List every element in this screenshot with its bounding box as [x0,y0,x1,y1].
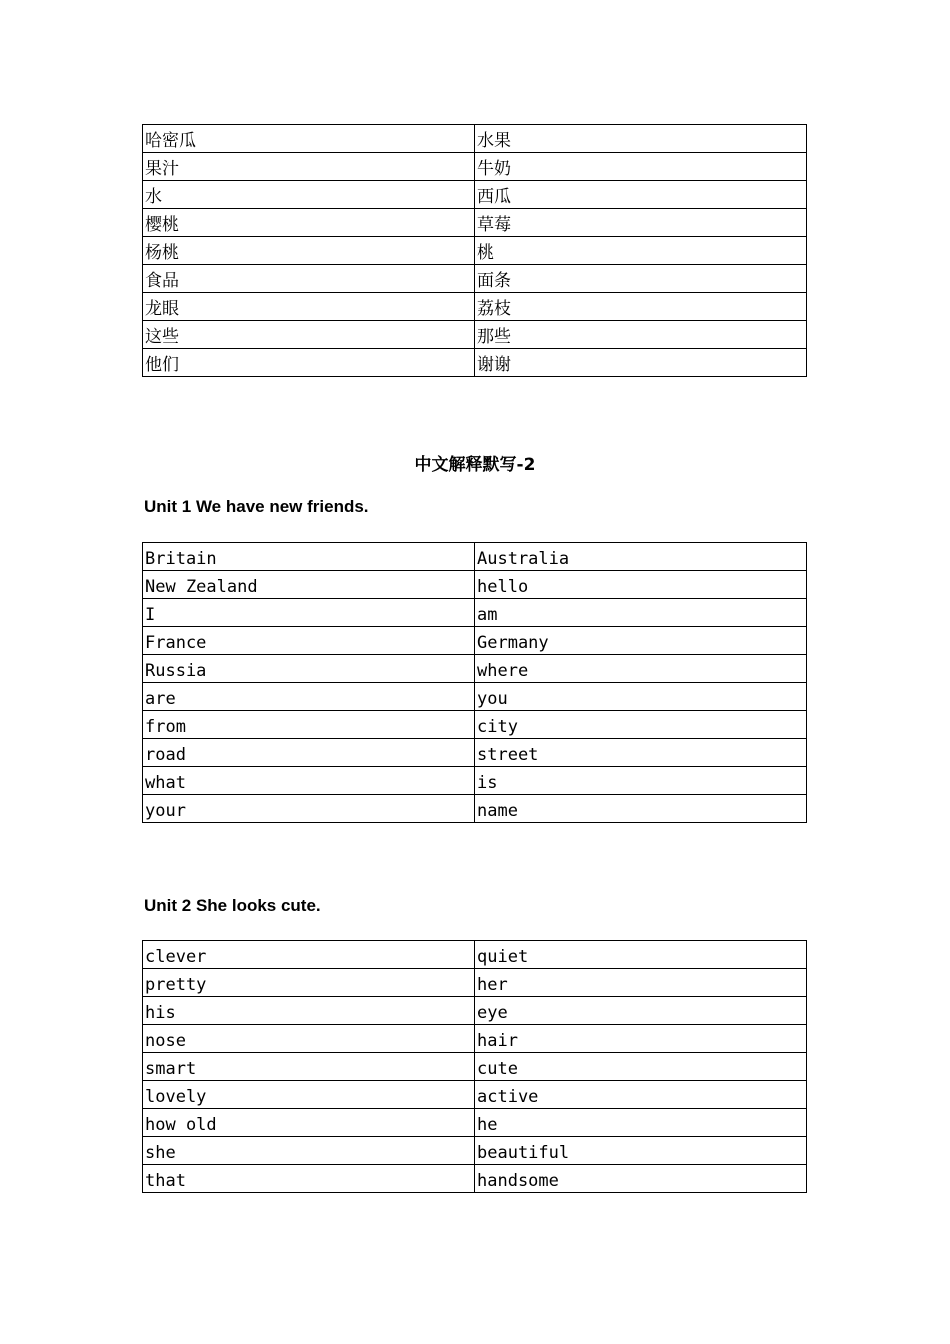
table-row [143,1053,807,1081]
table-cell: 龙眼 [143,293,475,321]
table-row [143,571,807,599]
table-cell: hair [475,1025,807,1053]
table-cell: lovely [143,1081,475,1109]
table-cell: 谢谢 [475,349,807,377]
table-row [143,1137,807,1165]
table-cell: New Zealand [143,571,475,599]
table-cell: 水果 [475,125,807,153]
unit2-heading: Unit 2 She looks cute. [144,896,321,915]
table-row [143,711,807,739]
table-cell: street [475,739,807,767]
table-cell: am [475,599,807,627]
table-cell: her [475,969,807,997]
table-row [143,349,807,377]
table-row [143,153,807,181]
table-cell: 水 [143,181,475,209]
vocab-table-unit2 [142,940,807,1193]
table-cell: 牛奶 [475,153,807,181]
table-cell: is [475,767,807,795]
table-cell: 果汁 [143,153,475,181]
table-cell: active [475,1081,807,1109]
table-row [143,655,807,683]
table-cell: name [475,795,807,823]
table-cell: Australia [475,543,807,571]
table-cell: you [475,683,807,711]
table-cell: 樱桃 [143,209,475,237]
table-row [143,237,807,265]
vocab-table-body [143,125,807,377]
table-row [143,683,807,711]
table-cell: what [143,767,475,795]
table-row [143,739,807,767]
table-cell: clever [143,941,475,969]
table-cell: cute [475,1053,807,1081]
table-row [143,627,807,655]
table-row [143,767,807,795]
table-row [143,1109,807,1137]
vocab-table-unit1 [142,542,807,823]
table-cell: Britain [143,543,475,571]
table-cell: nose [143,1025,475,1053]
table-cell: your [143,795,475,823]
table-row [143,795,807,823]
table-cell: 这些 [143,321,475,349]
table-row [143,125,807,153]
table-cell: 哈密瓜 [143,125,475,153]
table-row [143,599,807,627]
table-cell: he [475,1109,807,1137]
table-cell: from [143,711,475,739]
table-row [143,1025,807,1053]
table-cell: his [143,997,475,1025]
table-cell: 西瓜 [475,181,807,209]
table-row [143,969,807,997]
table-cell: 杨桃 [143,237,475,265]
table-row [143,1165,807,1193]
table-cell: 桃 [475,237,807,265]
table-cell: 他们 [143,349,475,377]
table-cell: handsome [475,1165,807,1193]
table-cell: quiet [475,941,807,969]
table-cell: beautiful [475,1137,807,1165]
table-cell: that [143,1165,475,1193]
table-cell: 荔枝 [475,293,807,321]
table-cell: France [143,627,475,655]
table-cell: are [143,683,475,711]
table-cell: road [143,739,475,767]
table-row [143,543,807,571]
table-cell: I [143,599,475,627]
table-cell: 草莓 [475,209,807,237]
vocab-table-chinese [142,124,807,377]
vocab-table-body [143,543,807,823]
table-row [143,209,807,237]
table-cell: pretty [143,969,475,997]
table-cell: Russia [143,655,475,683]
table-row [143,997,807,1025]
table-row [143,1081,807,1109]
table-row [143,265,807,293]
table-cell: 面条 [475,265,807,293]
table-cell: city [475,711,807,739]
table-cell: 那些 [475,321,807,349]
table-cell: she [143,1137,475,1165]
vocab-table-body [143,941,807,1193]
section-title: 中文解释默写-2 [414,455,536,475]
table-cell: where [475,655,807,683]
table-row [143,321,807,349]
table-cell: eye [475,997,807,1025]
table-cell: Germany [475,627,807,655]
table-row [143,293,807,321]
table-row [143,181,807,209]
unit1-heading: Unit 1 We have new friends. [144,497,369,516]
table-cell: hello [475,571,807,599]
table-cell: 食品 [143,265,475,293]
table-cell: how old [143,1109,475,1137]
table-cell: smart [143,1053,475,1081]
table-row [143,941,807,969]
